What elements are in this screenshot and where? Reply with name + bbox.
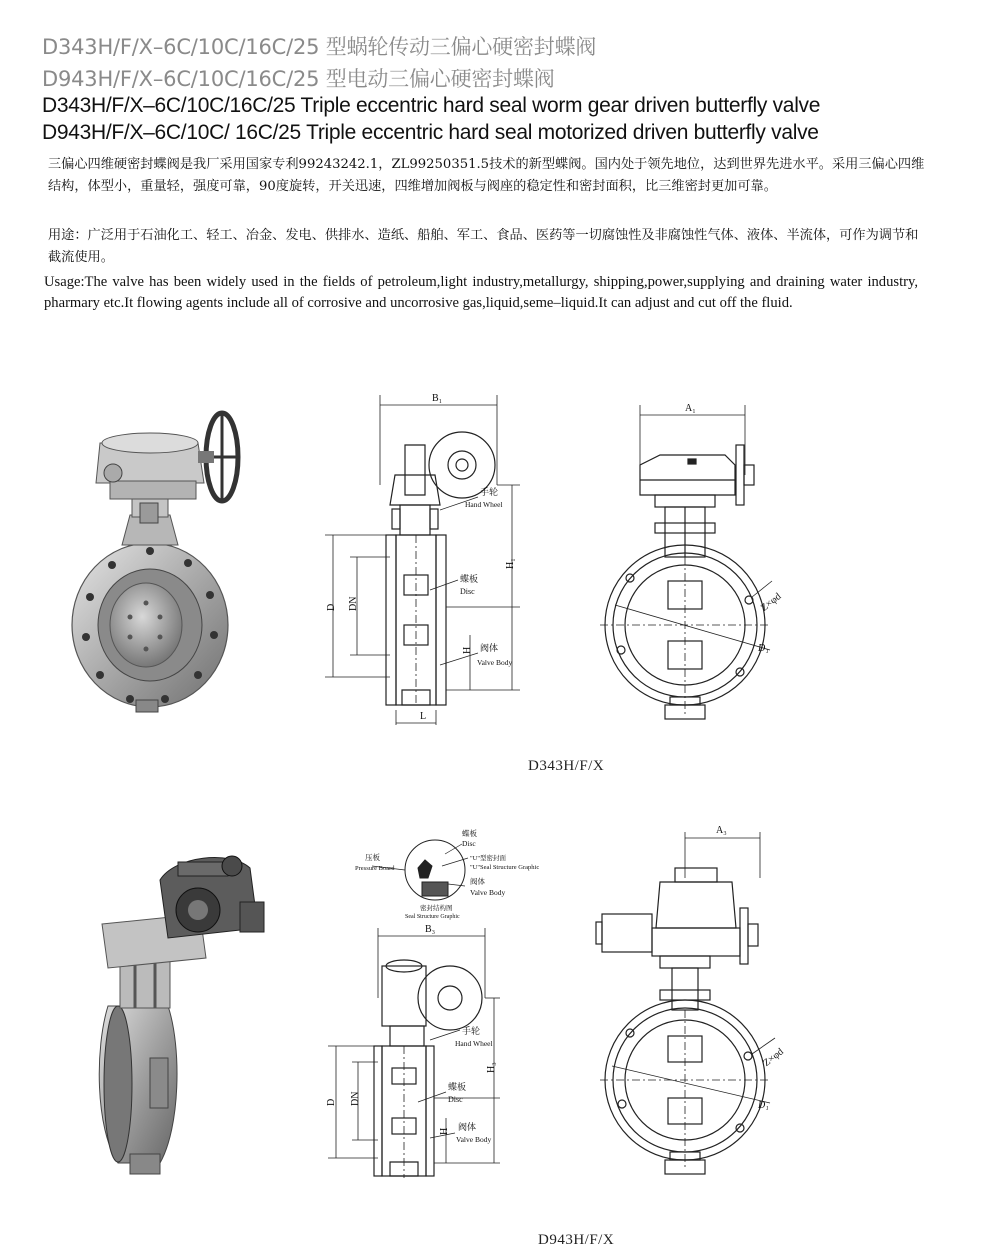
label-pressure-board-en: Pressure Board [355, 865, 395, 872]
label-hand-wheel-cn-2: 手轮 [462, 1026, 481, 1036]
title-en-worm-gear: D343H/F/X–6C/10C/16C/25 Triple eccentric hard seal worm gear driven butterfly valve [42, 94, 821, 117]
label-disc-cn-2: 蝶板 [448, 1082, 467, 1092]
label-hand-wheel-en: Hand Wheel [465, 500, 503, 509]
worm-gear-valve-side-view [325, 395, 520, 725]
label-valve-body-en: Valve Body [477, 658, 513, 667]
title-en-motorized: D943H/F/X–6C/10C/ 16C/25 Triple eccentric hard seal motorized driven butterfly valve [42, 121, 819, 144]
figure1-caption: D343H/F/X [528, 758, 605, 774]
dim-d1: D₁ [758, 643, 769, 654]
label-u-seal-cn: "U"型密封面 [470, 855, 507, 862]
label-valve-body-en-2: Valve Body [456, 1135, 492, 1144]
label-hand-wheel-cn: 手轮 [480, 487, 499, 497]
label-disc-cn-2-seal: 蝶板 [462, 829, 477, 838]
label-u-seal-en: "U"Seal Structure Graphic [470, 864, 540, 871]
figure1-drawings [0, 385, 982, 725]
worm-gear-valve-front-view [600, 405, 772, 719]
figure2-drawings [0, 818, 982, 1218]
dim-dn: DN [348, 596, 359, 611]
dim-h1: H₁ [505, 558, 516, 569]
title-cn-motorized: D943H/F/X–6C/10C/16C/25 型电动三偏心硬密封蝶阀 [42, 67, 555, 91]
dim-l: L [420, 711, 427, 722]
label-valve-body-cn: 阀体 [480, 643, 499, 653]
dim-d1-2: D₁ [758, 1100, 769, 1111]
dim-d-2: D [326, 1098, 337, 1106]
dim-h: H [462, 646, 473, 654]
dim-a1: A₁ [685, 403, 696, 414]
label-disc-en: Disc [460, 587, 475, 596]
dim-d: D [326, 603, 337, 611]
label-seal-structure-cn: 密封结构图 [420, 905, 453, 912]
dim-b1: B₁ [432, 393, 443, 404]
dim-a3: A₃ [716, 825, 727, 836]
label-seal-structure-en: Seal Structure Graphic [405, 914, 460, 920]
label-valve-body-en-2-seal: Valve Body [470, 888, 506, 897]
description-cn-usage: 用途：广泛用于石油化工、轻工、冶金、发电、供排水、造纸、船舶、军工、食品、医药等一切腐蚀性及非腐蚀性气体、液体、半流体，可作为调节和截流使用。 [48, 228, 919, 265]
dim-b3: B₃ [425, 924, 436, 935]
description-en-usage: Usage:The valve has been widely used in the fields of petroleum,light industry,metallurgy, shipping,power,supplying and draining water industry, pharmary etc.It flowing agents include all of corrosive and uncorrosive gas,liquid,seme–liquid.It can adjust and cut off the fluid. [44, 274, 918, 311]
title-cn-worm-gear: D343H/F/X–6C/10C/16C/25 型蜗轮传动三偏心硬密封蝶阀 [42, 35, 597, 59]
dim-z-phi-d: Z×φd [758, 591, 784, 614]
worm-gear-valve-photo [72, 413, 238, 712]
motorized-valve-front-view [596, 832, 775, 1174]
label-valve-body-cn-2: 阀体 [458, 1122, 477, 1132]
label-disc-en-2-seal: Disc [462, 839, 476, 848]
label-valve-body-cn-2-seal: 阀体 [470, 877, 485, 886]
label-pressure-board-cn: 压板 [365, 853, 380, 862]
description-cn-intro: 三偏心四维硬密封蝶阀是我厂采用国家专利99243242.1，ZL99250351.5技术的新型蝶阀。国内处于领先地位，达到世界先进水平。采用三偏心四维结构，体型小，重量轻，强度可靠，90度旋转，开关迅速，四维增加阀板与阀座的稳定性和密封面积，比三维密封更加可靠。 [48, 157, 925, 194]
dim-dn-2: DN [350, 1091, 361, 1106]
label-hand-wheel-en-2: Hand Wheel [455, 1039, 493, 1048]
label-disc-cn: 蝶板 [460, 574, 479, 584]
dim-h3: H₃ [486, 1062, 497, 1073]
dim-z-phi-d-2: Z×φd [761, 1046, 786, 1069]
figure2-caption: D943H/F/X [538, 1232, 615, 1248]
label-disc-en-2: Disc [448, 1095, 463, 1104]
motorized-valve-photo [99, 856, 264, 1174]
dim-h-2: H [439, 1127, 450, 1135]
